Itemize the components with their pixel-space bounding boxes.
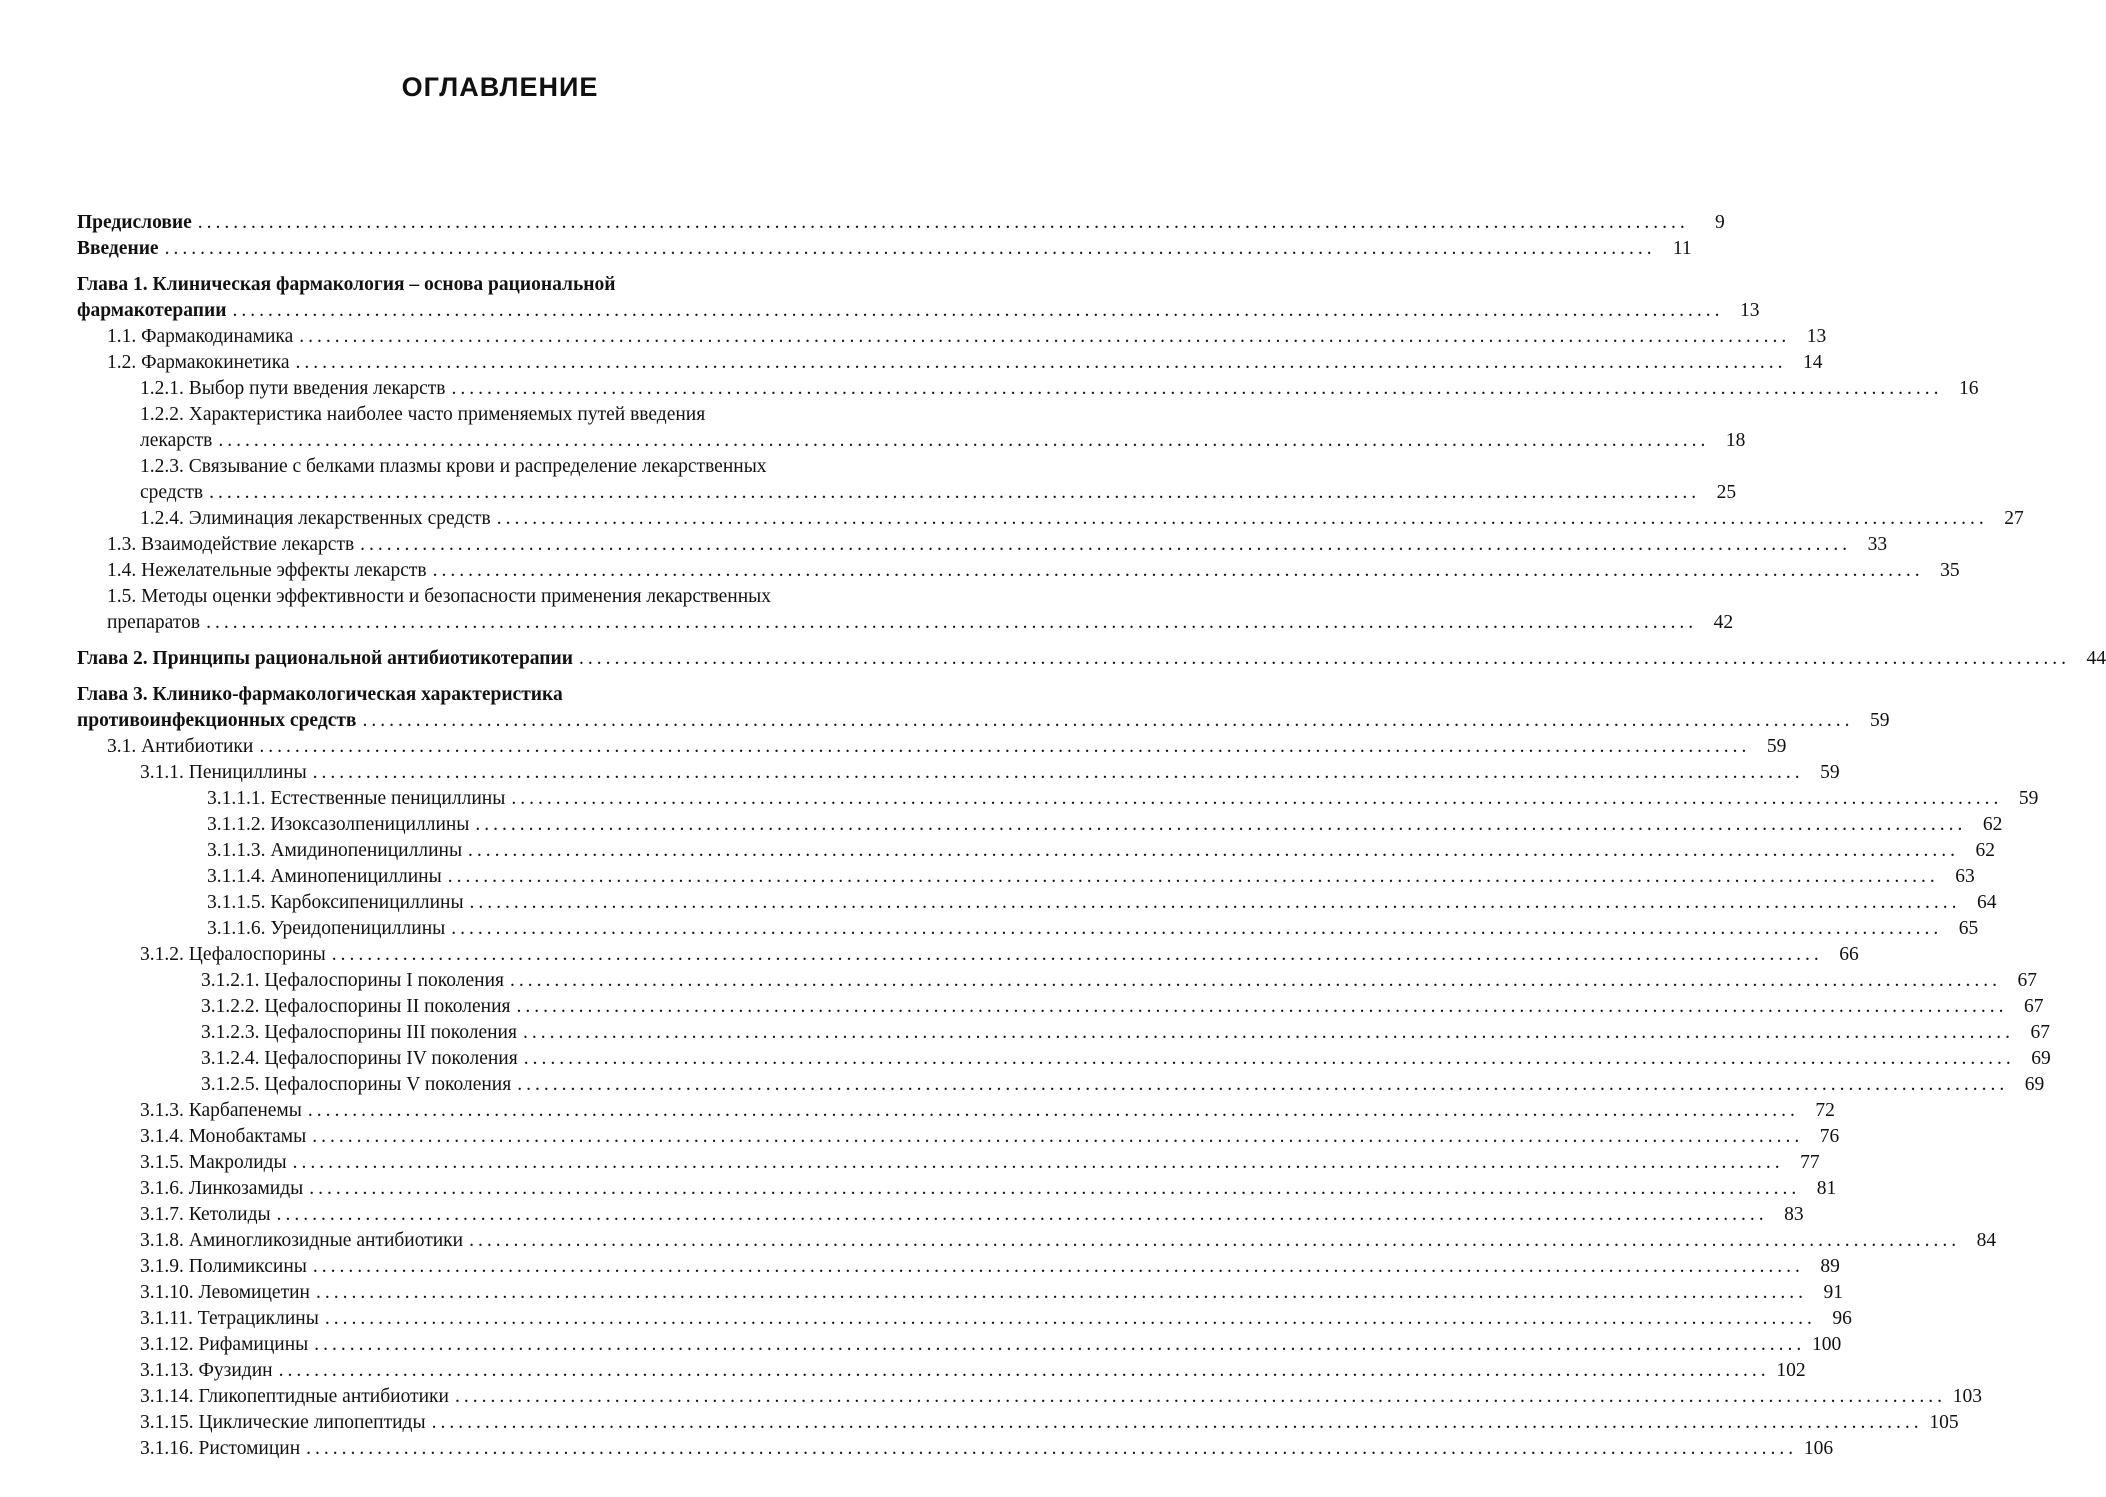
toc-entry-title: 3.1.2.3. Цефалоспорины III поколения bbox=[201, 1022, 517, 1043]
toc-entry-title: 3.1.6. Линкозамиды bbox=[140, 1178, 304, 1199]
dot-leader: ........................................................................................................................................................................ bbox=[509, 970, 2001, 991]
dot-leader: ........................................................................................................................................................................ bbox=[278, 1360, 1770, 1381]
toc-entry-page: 18 bbox=[1725, 430, 1746, 451]
toc-entry-3-1-10[interactable] bbox=[77, 1280, 1843, 1306]
toc-entry-title: 3.1.4. Монобактамы bbox=[140, 1126, 307, 1147]
dot-leader: ........................................................................................................................................................................ bbox=[299, 326, 1791, 347]
toc-entry-page: 62 bbox=[1982, 814, 2003, 835]
toc-entry-page: 83 bbox=[1784, 1204, 1804, 1225]
toc-entry-1-2-4[interactable] bbox=[77, 506, 2024, 532]
toc-entry-3-1-2-4[interactable] bbox=[77, 1046, 2051, 1072]
toc-entry-page: 33 bbox=[1867, 534, 1888, 555]
toc-entry-page: 14 bbox=[1803, 352, 1823, 373]
toc-entry-page: 67 bbox=[2017, 970, 2037, 991]
dot-leader: ........................................................................................................................................................................ bbox=[451, 378, 1943, 399]
dot-leader: ........................................................................................................................................................................ bbox=[511, 788, 2003, 809]
dot-leader: ........................................................................................................................................................................ bbox=[579, 648, 2071, 669]
dot-leader: ........................................................................................................................................................................ bbox=[447, 866, 1939, 887]
toc-entry-page: 25 bbox=[1716, 482, 1737, 503]
toc-entry-3-1-2-2[interactable] bbox=[77, 994, 2044, 1020]
toc-entry-title: 1.2. Фармакокинетика bbox=[107, 352, 290, 373]
toc-entry-title: 3.1.1.2. Изоксазолпенициллины bbox=[207, 814, 470, 835]
toc-entry-page: 76 bbox=[1819, 1126, 1840, 1147]
dot-leader: ........................................................................................................................................................................ bbox=[432, 560, 1924, 581]
dot-leader: ........................................................................................................................................................................ bbox=[475, 814, 1967, 835]
toc-entry-title-line1: 1.2.2. Характеристика наиболее часто применяемых путей введения bbox=[140, 404, 706, 425]
toc-entry-page: 59 bbox=[1766, 736, 1787, 757]
dot-leader: ........................................................................................................................................................................ bbox=[259, 736, 1751, 757]
toc-entry-page: 62 bbox=[1975, 840, 1996, 861]
toc-entry-title: 3.1.14. Гликопептидные антибиотики bbox=[140, 1386, 449, 1407]
toc-entry-3-1-3[interactable] bbox=[77, 1098, 1835, 1124]
toc-entry-page: 66 bbox=[1839, 944, 1859, 965]
toc-entry-page: 77 bbox=[1800, 1152, 1820, 1173]
toc-entry-title: 3.1.2.1. Цефалоспорины I поколения bbox=[201, 970, 504, 991]
toc-entry-title-line1: 1.2.3. Связывание с белками плазмы крови и распределение лекарственных bbox=[140, 456, 767, 477]
toc-entry-3-1-7[interactable] bbox=[77, 1202, 1804, 1228]
toc-entry-title: Предисловие bbox=[77, 212, 192, 233]
toc-entry-title: 3.1.1.3. Амидинопенициллины bbox=[207, 840, 463, 861]
toc-entry-3-1-2-5[interactable] bbox=[77, 1072, 2045, 1098]
toc-entry-1-4[interactable] bbox=[77, 558, 1960, 584]
toc-entry-page: 27 bbox=[2004, 508, 2024, 529]
toc-entry-title: 3.1.2. Цефалоспорины bbox=[140, 944, 326, 965]
toc-entry-3-1-8[interactable] bbox=[77, 1228, 1997, 1254]
toc-entry-page: 84 bbox=[1976, 1230, 1997, 1251]
toc-entry-3-1-1-5[interactable] bbox=[77, 890, 1997, 916]
toc-entry-page: 44 bbox=[2086, 648, 2106, 669]
dot-leader: ........................................................................................................................................................................ bbox=[496, 508, 1988, 529]
toc-entry-title: 3.1.10. Левомицетин bbox=[140, 1282, 310, 1303]
toc-entry-page: 67 bbox=[2023, 996, 2044, 1017]
toc-entry-3-1-15[interactable] bbox=[77, 1410, 1959, 1436]
toc-entry-title: 1.2.1. Выбор пути введения лекарств bbox=[140, 378, 446, 399]
toc-entry-title: 3.1.12. Рифамицины bbox=[140, 1334, 309, 1355]
toc-entry-title: 3.1.5. Макролиды bbox=[140, 1152, 287, 1173]
toc-entry-3-1-11[interactable] bbox=[77, 1306, 1852, 1332]
toc-entry-1-5[interactable] bbox=[77, 584, 1734, 636]
toc-entry-title: лекарств bbox=[140, 430, 213, 451]
toc-entry-1-2[interactable] bbox=[77, 350, 1823, 376]
dot-leader: ........................................................................................................................................................................ bbox=[517, 1074, 2009, 1095]
toc-entry-page: 67 bbox=[2030, 1022, 2050, 1043]
toc-entry-page: 106 bbox=[1803, 1438, 1834, 1459]
toc-entry-chapter-3[interactable] bbox=[77, 682, 1890, 734]
toc-entry-preface[interactable] bbox=[77, 210, 1725, 236]
toc-entry-title-line1: Глава 1. Клиническая фармакология – основа рациональной bbox=[77, 274, 616, 295]
toc-entry-page: 16 bbox=[1959, 378, 1979, 399]
dot-leader: ........................................................................................................................................................................ bbox=[454, 1386, 1946, 1407]
toc-entry-1-3[interactable] bbox=[77, 532, 1888, 558]
toc-entry-page: 69 bbox=[2024, 1074, 2045, 1095]
toc-entry-page: 89 bbox=[1820, 1256, 1840, 1277]
toc-entry-title: 3.1.13. Фузидин bbox=[140, 1360, 273, 1381]
toc-entry-title: 3.1.11. Тетрациклины bbox=[140, 1308, 319, 1329]
toc-entry-3-1-1-1[interactable] bbox=[77, 786, 2039, 812]
toc-entry-page: 100 bbox=[1812, 1334, 1842, 1355]
toc-entry-title-line1: 1.5. Методы оценки эффективности и безопасности применения лекарственных bbox=[107, 586, 772, 607]
toc-entry-title: препаратов bbox=[107, 612, 201, 633]
dot-leader: ........................................................................................................................................................................ bbox=[197, 212, 1689, 233]
dot-leader: ........................................................................................................................................................................ bbox=[209, 482, 1701, 503]
toc-entry-page: 102 bbox=[1776, 1360, 1806, 1381]
toc-entry-page: 105 bbox=[1929, 1412, 1959, 1433]
toc-entry-1-1[interactable] bbox=[77, 324, 1827, 350]
toc-entry-1-2-1[interactable] bbox=[77, 376, 1979, 402]
dot-leader: ........................................................................................................................................................................ bbox=[312, 1256, 1804, 1277]
dot-leader: ........................................................................................................................................................................ bbox=[451, 918, 1943, 939]
toc-entry-page: 59 bbox=[1820, 762, 1840, 783]
dot-leader: ........................................................................................................................................................................ bbox=[312, 1126, 1804, 1147]
toc-entry-3-1-1-6[interactable] bbox=[77, 916, 1979, 942]
toc-entry-3-1-2[interactable] bbox=[77, 942, 1859, 968]
toc-entry-3-1-14[interactable] bbox=[77, 1384, 1982, 1410]
toc-entry-title: 3.1. Антибиотики bbox=[107, 736, 254, 757]
toc-entry-3-1-12[interactable] bbox=[77, 1332, 1842, 1358]
toc-entry-title: 3.1.1.1. Естественные пенициллины bbox=[207, 788, 506, 809]
toc-entry-page: 63 bbox=[1955, 866, 1975, 887]
toc-entry-3-1-16[interactable] bbox=[77, 1436, 1834, 1462]
dot-leader: ........................................................................................................................................................................ bbox=[315, 1282, 1807, 1303]
toc-entry-introduction[interactable] bbox=[77, 236, 1692, 262]
toc-entry-page: 96 bbox=[1832, 1308, 1852, 1329]
dot-leader: ........................................................................................................................................................................ bbox=[276, 1204, 1768, 1225]
dot-leader: ........................................................................................................................................................................ bbox=[307, 1100, 1799, 1121]
toc-entry-title: Глава 2. Принципы рациональной антибиотикотерапии bbox=[77, 648, 574, 669]
dot-leader: ........................................................................................................................................................................ bbox=[523, 1048, 2015, 1069]
toc-entry-title: 1.2.4. Элиминация лекарственных средств bbox=[140, 508, 491, 529]
toc-entry-3-1-6[interactable] bbox=[77, 1176, 1837, 1202]
dot-leader: ........................................................................................................................................................................ bbox=[362, 710, 1854, 731]
toc-entry-3-1-4[interactable] bbox=[77, 1124, 1840, 1150]
toc-entry-3-1[interactable] bbox=[77, 734, 1787, 760]
page-title: ОГЛАВЛЕНИЕ bbox=[401, 72, 599, 102]
toc-entry-3-1-2-1[interactable] bbox=[77, 968, 2037, 994]
toc-entry-title-line1: Глава 3. Клинико-фармакологическая характеристика bbox=[77, 684, 563, 705]
toc-entry-page: 42 bbox=[1713, 612, 1734, 633]
toc-entry-page: 91 bbox=[1823, 1282, 1843, 1303]
dot-leader: ........................................................................................................................................................................ bbox=[309, 1178, 1801, 1199]
dot-leader: ........................................................................................................................................................................ bbox=[306, 1438, 1798, 1459]
toc-entry-page: 81 bbox=[1816, 1178, 1837, 1199]
toc-entry-title: средств bbox=[140, 482, 204, 503]
toc-entry-page: 13 bbox=[1739, 300, 1760, 321]
dot-leader: ........................................................................................................................................................................ bbox=[232, 300, 1724, 321]
toc-entry-title: 3.1.2.5. Цефалоспорины V поколения bbox=[201, 1074, 512, 1095]
toc-entry-page: 59 bbox=[1869, 710, 1890, 731]
toc-entry-title: 3.1.1.5. Карбоксипенициллины bbox=[207, 892, 464, 913]
toc-entry-title: 3.1.1.4. Аминопенициллины bbox=[207, 866, 442, 887]
toc-entry-3-1-9[interactable] bbox=[77, 1254, 1840, 1280]
dot-leader: ........................................................................................................................................................................ bbox=[468, 840, 1960, 861]
dot-leader: ........................................................................................................................................................................ bbox=[331, 944, 1823, 965]
toc-entry-title: 3.1.2.2. Цефалоспорины II поколения bbox=[201, 996, 511, 1017]
toc-entry-page: 69 bbox=[2031, 1048, 2051, 1069]
dot-leader: ........................................................................................................................................................................ bbox=[314, 1334, 1806, 1355]
toc-entry-title: 1.1. Фармакодинамика bbox=[107, 326, 294, 347]
toc-entry-title: 1.3. Взаимодействие лекарств bbox=[107, 534, 355, 555]
toc-entry-1-2-2[interactable] bbox=[77, 402, 1746, 454]
toc-entry-title: 3.1.1.6. Уреидопенициллины bbox=[207, 918, 446, 939]
toc-entry-3-1-2-3[interactable] bbox=[77, 1020, 2050, 1046]
dot-leader: ........................................................................................................................................................................ bbox=[292, 1152, 1784, 1173]
toc-entry-page: 72 bbox=[1815, 1100, 1835, 1121]
dot-leader: ........................................................................................................................................................................ bbox=[312, 762, 1804, 783]
toc-entry-page: 59 bbox=[2018, 788, 2039, 809]
toc-entry-title: 3.1.2.4. Цефалоспорины IV поколения bbox=[201, 1048, 518, 1069]
toc-entry-chapter-2[interactable] bbox=[77, 646, 2106, 672]
dot-leader: ........................................................................................................................................................................ bbox=[522, 1022, 2014, 1043]
toc-entry-chapter-1[interactable] bbox=[77, 272, 1760, 324]
dot-leader: ........................................................................................................................................................................ bbox=[206, 612, 1698, 633]
toc-entry-3-1-1-3[interactable] bbox=[77, 838, 1996, 864]
toc-entry-page: 64 bbox=[1977, 892, 1997, 913]
dot-leader: ........................................................................................................................................................................ bbox=[218, 430, 1710, 451]
toc-entry-title: 3.1.8. Аминогликозидные антибиотики bbox=[140, 1230, 464, 1251]
dot-leader: ........................................................................................................................................................................ bbox=[295, 352, 1787, 373]
dot-leader: ........................................................................................................................................................................ bbox=[469, 892, 1961, 913]
dot-leader: ........................................................................................................................................................................ bbox=[164, 238, 1656, 259]
dot-leader: ........................................................................................................................................................................ bbox=[324, 1308, 1816, 1329]
toc-entry-title: 3.1.9. Полимиксины bbox=[140, 1256, 307, 1277]
toc-entry-3-1-5[interactable] bbox=[77, 1150, 1820, 1176]
toc-entry-page: 9 bbox=[1715, 212, 1725, 233]
dot-leader: ........................................................................................................................................................................ bbox=[360, 534, 1852, 555]
toc-entry-title: фармакотерапии bbox=[77, 300, 227, 321]
toc-entry-page: 35 bbox=[1940, 560, 1960, 581]
toc-entry-page: 11 bbox=[1672, 238, 1692, 259]
dot-leader: ........................................................................................................................................................................ bbox=[469, 1230, 1961, 1251]
table-of-contents bbox=[77, 210, 2106, 1462]
toc-entry-page: 103 bbox=[1952, 1386, 1982, 1407]
dot-leader: ........................................................................................................................................................................ bbox=[516, 996, 2008, 1017]
toc-entry-title: 3.1.3. Карбапенемы bbox=[140, 1100, 302, 1121]
toc-entry-title: 1.4. Нежелательные эффекты лекарств bbox=[107, 560, 427, 581]
toc-entry-3-1-1[interactable] bbox=[77, 760, 1840, 786]
toc-entry-title: 3.1.15. Циклические липопептиды bbox=[140, 1412, 426, 1433]
toc-entry-3-1-1-4[interactable] bbox=[77, 864, 1975, 890]
toc-entry-title: 3.1.1. Пенициллины bbox=[140, 762, 307, 783]
toc-entry-1-2-3[interactable] bbox=[77, 454, 1737, 506]
toc-entry-3-1-1-2[interactable] bbox=[77, 812, 2003, 838]
toc-entry-page: 13 bbox=[1806, 326, 1827, 347]
toc-entry-title: противоинфекционных средств bbox=[77, 710, 357, 731]
toc-entry-3-1-13[interactable] bbox=[77, 1358, 1806, 1384]
dot-leader: ........................................................................................................................................................................ bbox=[431, 1412, 1923, 1433]
toc-entry-page: 65 bbox=[1958, 918, 1979, 939]
toc-entry-title: 3.1.7. Кетолиды bbox=[140, 1204, 271, 1225]
toc-entry-title: 3.1.16. Ристомицин bbox=[140, 1438, 301, 1459]
toc-entry-title: Введение bbox=[77, 238, 159, 259]
